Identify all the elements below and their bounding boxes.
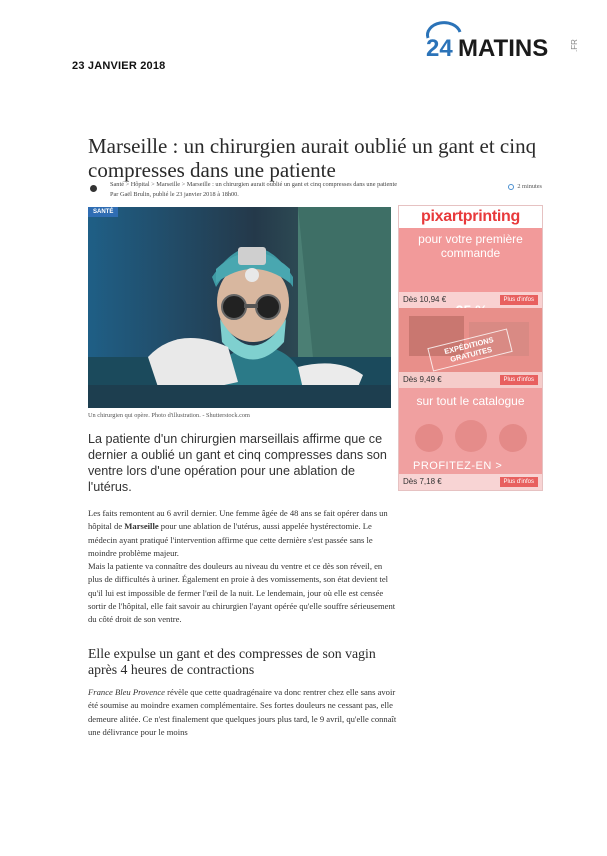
- logo-wordmark: MATINS: [458, 35, 549, 62]
- paragraph-1-text-c: pour une ablation de l'utérus, aussi appelée hystérectomie. Le médecin ayant pratiqué l'intervention affirme que cette dernière s'est passée sans le moindre problème majeur.: [88, 521, 373, 558]
- logo-suffix: .FR: [570, 39, 579, 52]
- ad-more-info-button-1[interactable]: Plus d'infos: [500, 295, 539, 305]
- ad-more-info-button-2[interactable]: Plus d'infos: [500, 375, 539, 385]
- paragraph-2: Mais la patiente va connaître des douleurs au niveau du ventre et ce dès son réveil, en plus de difficultés à uriner. Également en proie à des vomissements, son état devient tel qu'il lui est impossible de fermer l'œil de la nuit. Le lendemain, jour où elle est censée sortir de l'hôpital, elle fait savoir au chirurgien l'ayant opérée qu'elle souffre sérieusement du côté droit de son ventre.: [88, 561, 396, 625]
- ad-section-3: [399, 388, 542, 490]
- article-photo[interactable]: [88, 207, 391, 408]
- clock-icon: [508, 184, 514, 190]
- ad-free-shipping-stamp: EXPÉDITIONS GRATUITES: [427, 328, 512, 371]
- ad-section-1: [399, 228, 542, 308]
- ad-headline-1: pour votre première commande: [418, 232, 523, 260]
- source-name: France Bleu Provence: [88, 687, 165, 697]
- ad-price-1: Dès 10,94 €: [403, 295, 447, 304]
- article-lead: La patiente d'un chirurgien marseillais affirme que ce dernier a oublié un gant et cinq compresses dans son ventre lors d'une opération pour une ablation de l'utérus.: [88, 432, 387, 494]
- ad-brand: pixartprinting: [399, 206, 542, 228]
- subheading: Elle expulse un gant et des compresses de son vagin après 4 heures de contractions: [88, 646, 376, 677]
- logo-number: 24: [426, 35, 453, 62]
- photo-caption: Un chirurgien qui opère. Photo d'illustration. - Shutterstock.com: [88, 412, 250, 419]
- ad-headline-3: sur tout le catalogue: [416, 394, 525, 408]
- paragraph-1: [88, 507, 398, 560]
- marseille-link[interactable]: Marseille: [124, 521, 159, 532]
- byline: Par Gaël Brulin, publié le 23 janvier 2018 à 18h00.: [110, 191, 239, 198]
- ad-more-info-button-3[interactable]: Plus d'infos: [500, 477, 539, 487]
- read-time-label: 2 minutes: [517, 183, 542, 190]
- site-logo[interactable]: [424, 22, 584, 62]
- paragraph-1-text-a: Les faits remontent au 6 avril dernier. Une femme âgée de 48 ans se fait opérer dans un hôpital de: [88, 508, 388, 532]
- ad-cta[interactable]: PROFITEZ-EN >: [413, 460, 503, 472]
- read-time: [508, 183, 542, 190]
- paragraph-3-text: révèle que cette quadragénaire va donc rentrer chez elle sans avoir été soumise au moindre examen complémentaire. Ses fortes douleurs ne cessant pas, elle demeure alitée. Ce n'est finalement que quelques jours plus tard, le 9 avril, qu'elle connaît une délivrance pour le moins: [88, 687, 397, 737]
- breadcrumb[interactable]: Santé > Hôpital > Marseille > Marseille : un chirurgien aurait oublié un gant et cinq compresses dans une patiente: [110, 181, 397, 188]
- paragraph-3: [88, 686, 398, 739]
- advertisement-banner[interactable]: [399, 206, 542, 490]
- author-avatar-icon: [90, 185, 97, 192]
- ad-price-3: Dès 7,18 €: [403, 477, 442, 486]
- ad-price-2: Dès 9,49 €: [403, 375, 442, 384]
- article-title: Marseille : un chirurgien aurait oublié un gant et cinq compresses dans une patiente: [88, 134, 537, 182]
- article-meta: [88, 180, 548, 204]
- category-tag[interactable]: SANTÉ: [88, 207, 118, 217]
- publication-date: 23 JANVIER 2018: [72, 60, 166, 72]
